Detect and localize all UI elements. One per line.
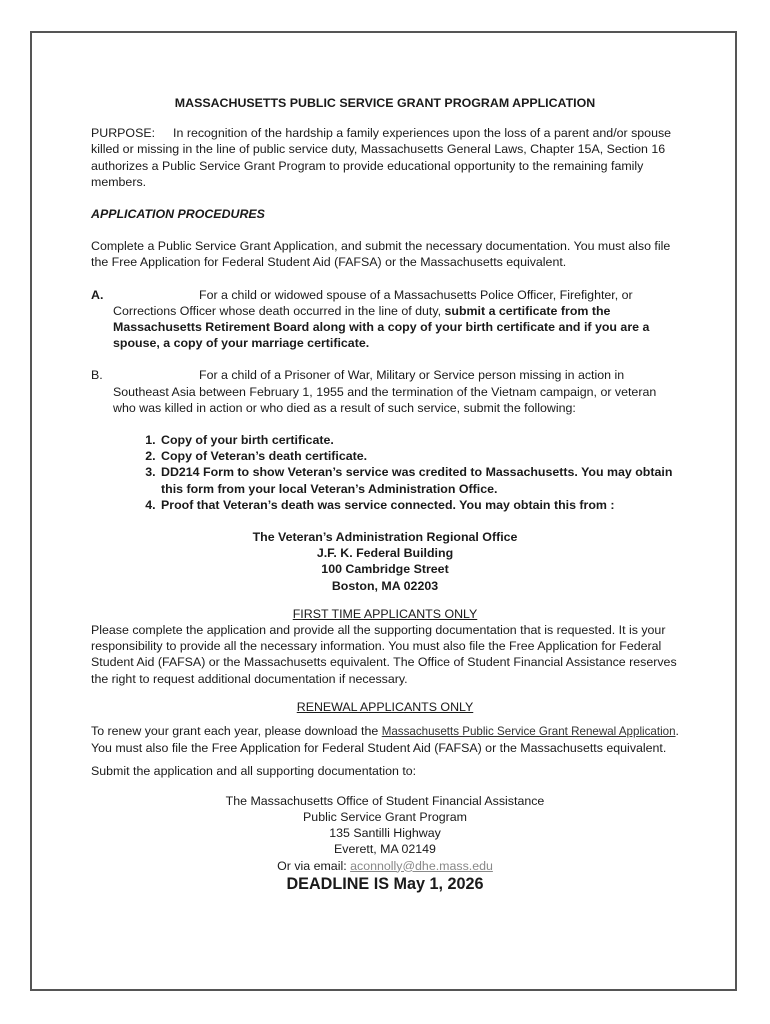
list-item: 2. Copy of Veteran’s death certificate. [159, 448, 679, 464]
va-address [91, 529, 679, 594]
email-label: Or via email: [277, 858, 347, 873]
purpose-paragraph [91, 125, 679, 190]
list-item: 4. Proof that Veteran’s death was service connected. You may obtain this from : [159, 497, 679, 513]
mail-address-line: The Massachusetts Office of Student Financial Assistance [225, 793, 545, 808]
submit-text: Submit the application and all supporting documentation to: [91, 763, 417, 778]
renewal-paragraph [91, 723, 679, 756]
item-a-marker: A. [91, 287, 104, 302]
va-address-line: The Veteran’s Administration Regional Office [252, 530, 518, 545]
item-a [91, 287, 679, 352]
item-b-marker: B. [91, 368, 103, 383]
list-item: 1. Copy of your birth certificate. [159, 432, 679, 448]
purpose-text: In recognition of the hardship a family experiences upon the loss of a parent and/or spouse killed or missing in the line of public service duty, Massachusetts General Laws, Chapter 15A, Section 16 authorizes a Public Service Grant Program to provide educational opportunity to the remaining family members. [91, 126, 672, 189]
mail-address-line: Everett, MA 02149 [334, 842, 436, 857]
first-time-text: Please complete the application and provide all the supporting documentation that is requested. It is your responsibility to provide all the necessary information. You must also file the Free Application for Federal Student Aid (FAFSA) or the Massachusetts equivalent. The Office of Student Financial Assistance reserves the right to request additional documentation if necessary. [91, 623, 677, 686]
email-line [91, 858, 679, 874]
first-time-heading: FIRST TIME APPLICANTS ONLY [292, 606, 478, 621]
procedures-intro: Complete a Public Service Grant Application, and submit the necessary documentation. You must also file the Free Application for Federal Student Aid (FAFSA) or the Massachusetts equivalent. [91, 239, 671, 270]
required-documents-list [91, 432, 679, 513]
document-body [91, 95, 679, 892]
document-title: MASSACHUSETTS PUBLIC SERVICE GRANT PROGRAM APPLICATION [174, 96, 596, 110]
va-address-line: 100 Cambridge Street [321, 562, 449, 577]
email-link[interactable]: aconnolly@dhe.mass.edu [350, 858, 493, 873]
procedures-heading: APPLICATION PROCEDURES [91, 207, 265, 222]
item-b [91, 367, 679, 416]
item-b-text: For a child of a Prisoner of War, Military or Service person missing in action in Southeast Asia between February 1, 1955 and the termination of the Vietnam campaign, or veteran who was killed in action or who died as a result of such service, submit the following: [113, 368, 657, 415]
item-a-bold-text: submit a certificate from the Massachusetts Retirement Board along with a copy of your birth certificate and if you are a spouse, a copy of your marriage certificate. [113, 303, 650, 351]
purpose-label: PURPOSE: [91, 126, 156, 141]
mailing-address [91, 793, 679, 874]
va-address-line: J.F. K. Federal Building [316, 546, 454, 561]
renewal-application-link[interactable]: Massachusetts Public Service Grant Renewal Application [381, 725, 676, 739]
mail-address-line: 135 Santilli Highway [329, 826, 441, 841]
renewal-section [91, 699, 679, 757]
renewal-text-after: . You must also file the Free Application for Federal Student Aid (FAFSA) or the Massachusetts equivalent. [91, 724, 679, 756]
renewal-text-before: To renew your grant each year, please download the [91, 724, 379, 739]
deadline: DEADLINE IS May 1, 2026 [286, 874, 484, 893]
item-a-text: For a child or widowed spouse of a Massachusetts Police Officer, Firefighter, or Corrections Officer whose death occurred in the line of duty, [113, 287, 633, 318]
mail-address-line: Public Service Grant Program [303, 809, 467, 824]
first-time-section [91, 606, 679, 687]
list-item: 3. DD214 Form to show Veteran’s service was credited to Massachusetts. You may obtain this form from your local Veteran’s Administration Office. [159, 464, 679, 496]
renewal-heading: RENEWAL APPLICANTS ONLY [296, 699, 474, 714]
va-address-line: Boston, MA 02203 [331, 578, 439, 593]
